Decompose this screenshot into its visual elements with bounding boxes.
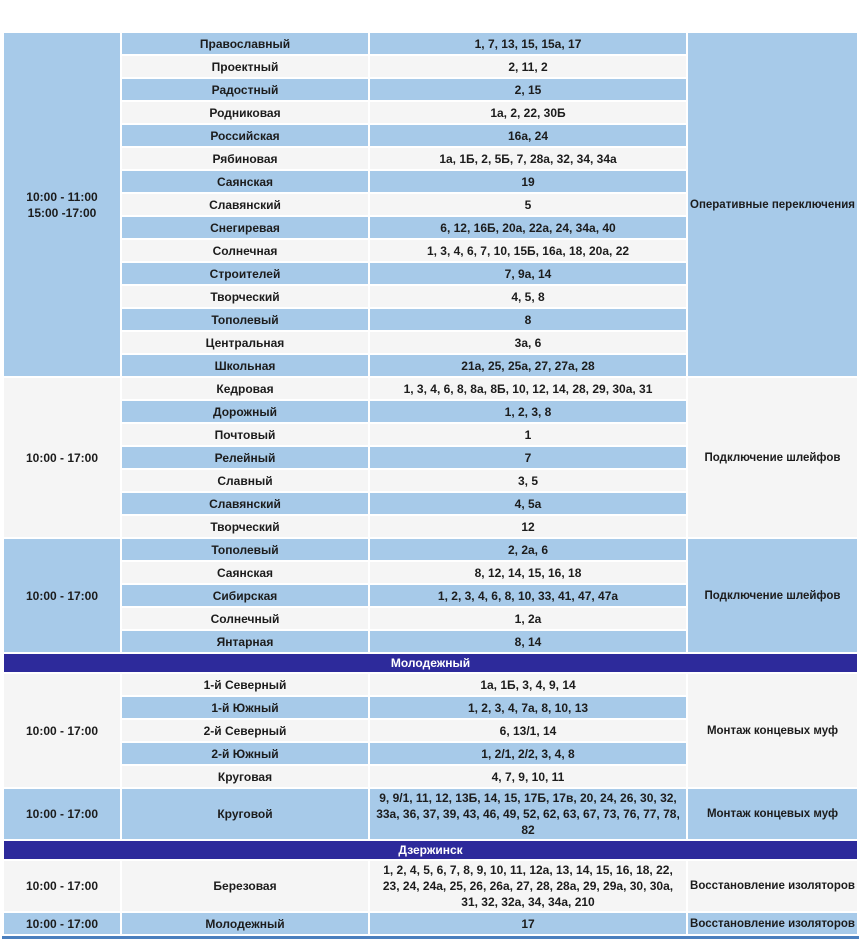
street-cell: Строителей [122, 263, 368, 284]
time-line: 10:00 - 17:00 [25, 879, 99, 893]
city-header: Дзержинск [4, 841, 857, 859]
time-line: 10:00 - 17:00 [25, 807, 99, 821]
time-cell [4, 861, 120, 911]
houses-cell: 8 [370, 309, 686, 330]
houses-cell: 6, 12, 16Б, 20а, 22а, 24, 34а, 40 [370, 217, 686, 238]
work-type-cell: Подключение шлейфов [688, 378, 857, 537]
houses-cell: 1, 3, 4, 6, 7, 10, 15Б, 16а, 18, 20а, 22 [370, 240, 686, 261]
houses-cell: 4, 5а [370, 493, 686, 514]
street-cell: 2-й Северный [122, 720, 368, 741]
city-header-row [4, 841, 857, 859]
houses-cell: 1, 7, 13, 15, 15а, 17 [370, 33, 686, 54]
street-cell: Центральная [122, 332, 368, 353]
houses-cell: 5 [370, 194, 686, 215]
street-cell: Творческий [122, 286, 368, 307]
street-cell: Славянский [122, 194, 368, 215]
houses-cell: 6, 13/1, 14 [370, 720, 686, 741]
street-cell: Саянская [122, 171, 368, 192]
table-row [4, 913, 857, 934]
time-cell [4, 378, 120, 537]
street-cell: Сибирская [122, 585, 368, 606]
houses-cell: 8, 14 [370, 631, 686, 652]
time-line: 15:00 -17:00 [27, 205, 97, 220]
street-cell: Тополевый [122, 309, 368, 330]
houses-cell: 1а, 1Б, 3, 4, 9, 14 [370, 674, 686, 695]
city-header-row [4, 654, 857, 672]
houses-cell: 3а, 6 [370, 332, 686, 353]
street-cell: 1-й Северный [122, 674, 368, 695]
houses-cell: 1, 2, 4, 5, 6, 7, 8, 9, 10, 11, 12а, 13, 14, 15, 16, 18, 22, 23, 24, 24а, 25, 26, 26а, 27, 28, 28а, 29, 29а, 30, 30а, 31, 32, 32а, 34, 34а, 210 [370, 861, 686, 911]
houses-cell: 2, 15 [370, 79, 686, 100]
time-cell [4, 674, 120, 787]
street-cell: Православный [122, 33, 368, 54]
houses-cell: 1 [370, 424, 686, 445]
houses-cell: 1, 2, 3, 4, 7а, 8, 10, 13 [370, 697, 686, 718]
work-type-cell: Восстановление изоляторов [688, 913, 857, 934]
street-cell: Родниковая [122, 102, 368, 123]
work-type-cell: Восстановление изоляторов [688, 861, 857, 911]
time-line: 10:00 - 11:00 [26, 189, 98, 204]
houses-cell: 3, 5 [370, 470, 686, 491]
street-cell: Рябиновая [122, 148, 368, 169]
table-row [4, 33, 857, 54]
work-type-cell: Монтаж концевых муф [688, 789, 857, 839]
street-cell: Проектный [122, 56, 368, 77]
street-cell: Солнечный [122, 608, 368, 629]
houses-cell: 1, 2а [370, 608, 686, 629]
street-cell: Почтовый [122, 424, 368, 445]
street-cell: Молодежный [122, 913, 368, 934]
time-line: 10:00 - 17:00 [25, 723, 99, 738]
outage-schedule-table [2, 31, 859, 939]
houses-cell: 2, 11, 2 [370, 56, 686, 77]
street-cell: Творческий [122, 516, 368, 537]
work-type-cell: Подключение шлейфов [688, 539, 857, 652]
time-cell [4, 913, 120, 934]
street-cell: Славянский [122, 493, 368, 514]
street-cell: Солнечная [122, 240, 368, 261]
houses-cell: 1, 2/1, 2/2, 3, 4, 8 [370, 743, 686, 764]
houses-cell: 7, 9а, 14 [370, 263, 686, 284]
houses-cell: 9, 9/1, 11, 12, 13Б, 14, 15, 17Б, 17в, 20, 24, 26, 30, 32, 33а, 36, 37, 39, 43, 46, 49, 52, 62, 63, 67, 73, 76, 77, 78, 82 [370, 789, 686, 839]
schedule-table-body [4, 33, 857, 934]
street-cell: Славный [122, 470, 368, 491]
houses-cell: 1, 3, 4, 6, 8, 8а, 8Б, 10, 12, 14, 28, 29, 30а, 31 [370, 378, 686, 399]
street-cell: Круговой [122, 789, 368, 839]
houses-cell: 1а, 2, 22, 30Б [370, 102, 686, 123]
time-line: 10:00 - 17:00 [25, 450, 99, 465]
time-cell [4, 789, 120, 839]
houses-cell: 1, 2, 3, 4, 6, 8, 10, 33, 41, 47, 47а [370, 585, 686, 606]
table-row [4, 674, 857, 695]
city-header: Молодежный [4, 654, 857, 672]
table-row [4, 789, 857, 839]
houses-cell: 2, 2а, 6 [370, 539, 686, 560]
houses-cell: 1а, 1Б, 2, 5Б, 7, 28а, 32, 34, 34а [370, 148, 686, 169]
table-row [4, 539, 857, 560]
street-cell: Российская [122, 125, 368, 146]
time-line: 10:00 - 17:00 [25, 588, 99, 603]
street-cell: 1-й Южный [122, 697, 368, 718]
street-cell: Березовая [122, 861, 368, 911]
street-cell: Школьная [122, 355, 368, 376]
houses-cell: 16а, 24 [370, 125, 686, 146]
houses-cell: 19 [370, 171, 686, 192]
time-cell [4, 33, 120, 376]
street-cell: Янтарная [122, 631, 368, 652]
street-cell: Саянская [122, 562, 368, 583]
houses-cell: 1, 2, 3, 8 [370, 401, 686, 422]
street-cell: Дорожный [122, 401, 368, 422]
houses-cell: 7 [370, 447, 686, 468]
time-line: 10:00 - 17:00 [25, 916, 99, 931]
houses-cell: 21а, 25, 25а, 27, 27а, 28 [370, 355, 686, 376]
street-cell: Круговая [122, 766, 368, 787]
table-row [4, 378, 857, 399]
street-cell: 2-й Южный [122, 743, 368, 764]
time-cell [4, 539, 120, 652]
street-cell: Тополевый [122, 539, 368, 560]
work-type-cell: Монтаж концевых муф [688, 674, 857, 787]
houses-cell: 8, 12, 14, 15, 16, 18 [370, 562, 686, 583]
houses-cell: 4, 5, 8 [370, 286, 686, 307]
houses-cell: 17 [370, 913, 686, 934]
street-cell: Релейный [122, 447, 368, 468]
street-cell: Радостный [122, 79, 368, 100]
houses-cell: 12 [370, 516, 686, 537]
street-cell: Снегиревая [122, 217, 368, 238]
houses-cell: 4, 7, 9, 10, 11 [370, 766, 686, 787]
street-cell: Кедровая [122, 378, 368, 399]
work-type-cell: Оперативные переключения [688, 33, 857, 376]
table-row [4, 861, 857, 911]
